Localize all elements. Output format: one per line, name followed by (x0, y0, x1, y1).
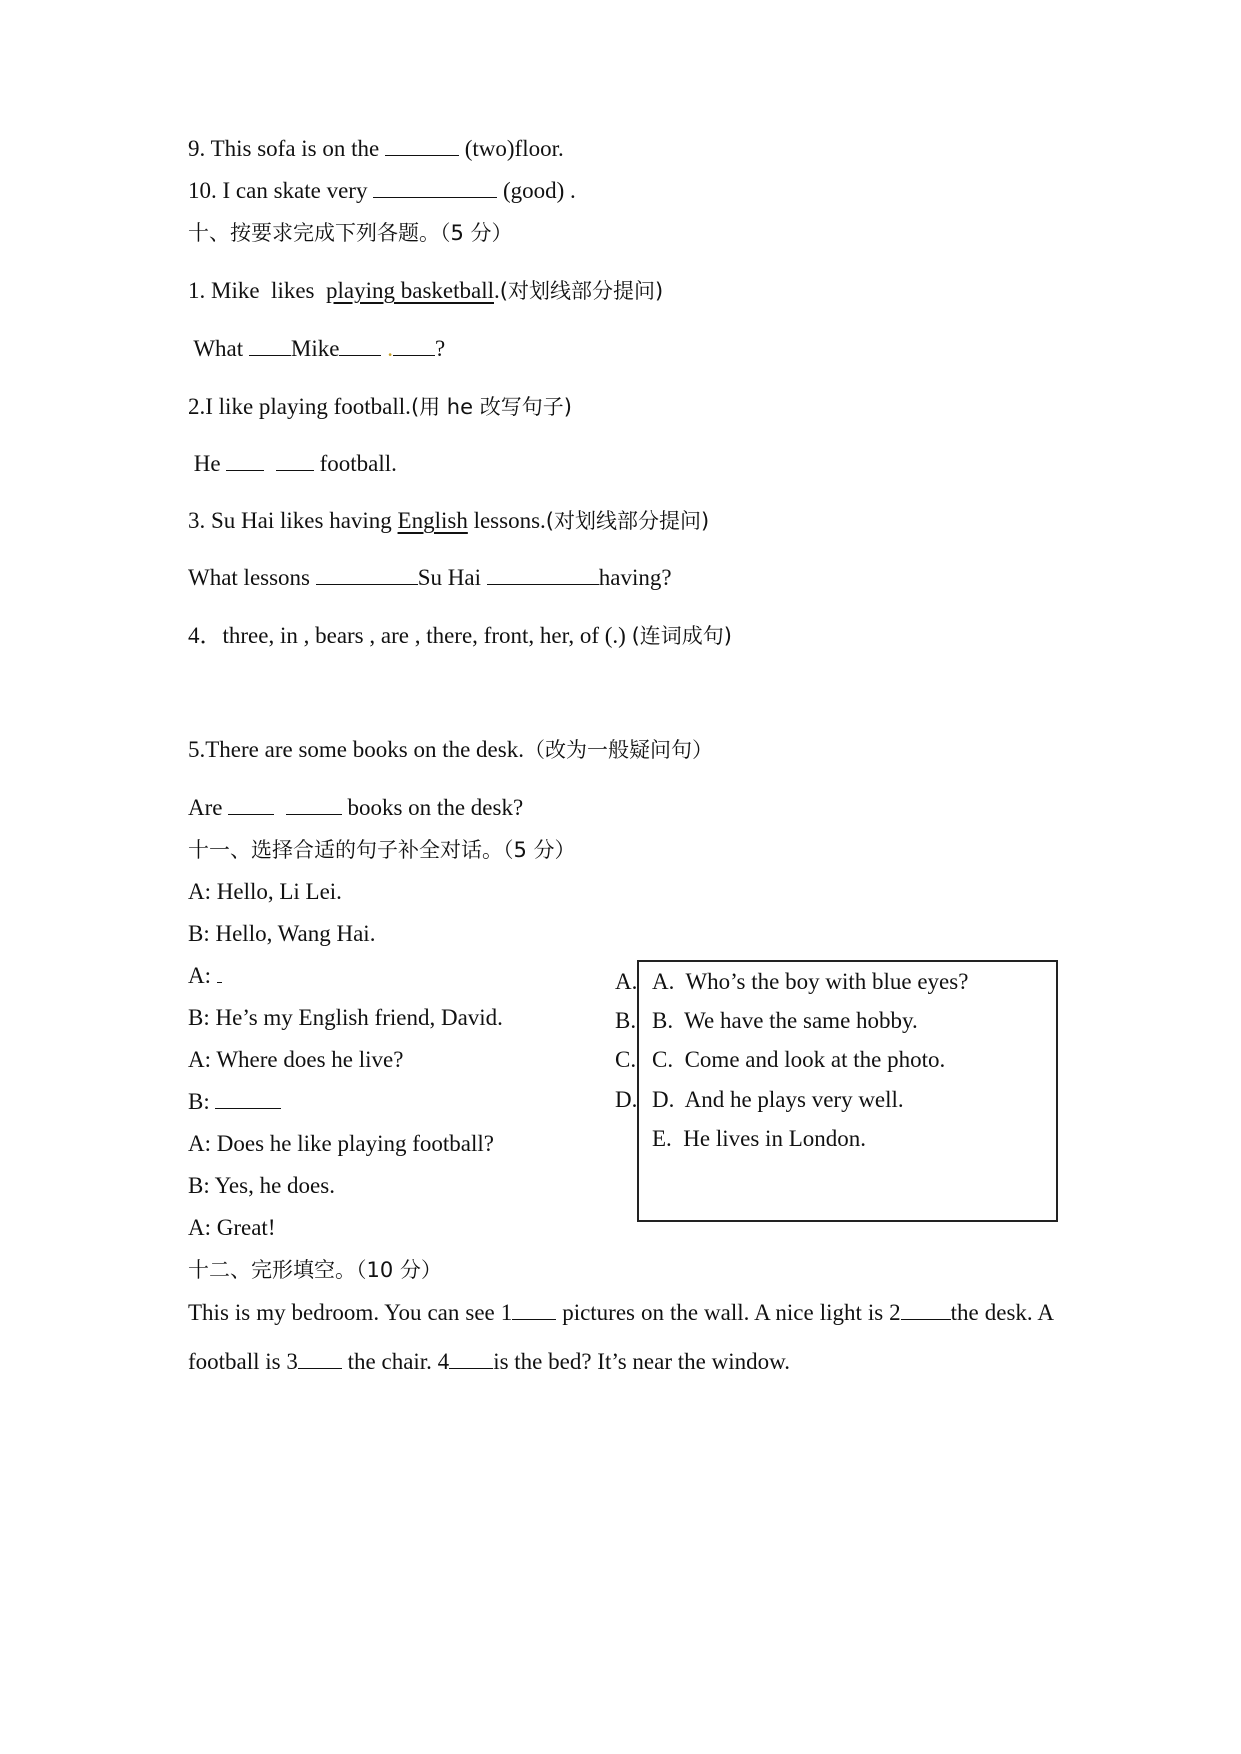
question-10: 10. I can skate very (good) . (188, 178, 576, 203)
s10-question-4: 4．three, in , bears , are , there, front, her, of (.) (连词成句) (188, 623, 732, 648)
option-letter: A. (615, 969, 638, 994)
cloze-passage: This is my bedroom. You can see 1 pictures on the wall. A nice light is 2 the desk. A football is 3 the chair. 4 is the bed? It’s near the window. (188, 1300, 1054, 1374)
option-item: D. And he plays very well. (652, 1087, 904, 1112)
blank-input[interactable] (385, 135, 459, 156)
s10-answer-5: Are books on the desk? (188, 795, 524, 820)
s10-answer-1: What Mike . ? (188, 336, 446, 361)
blank-input[interactable] (449, 1348, 493, 1369)
blank-input[interactable] (217, 966, 222, 983)
dialogue-line: B: He’s my English friend, David. (188, 1005, 503, 1030)
blank-input[interactable] (228, 794, 274, 815)
blank-input[interactable] (339, 335, 381, 356)
option-item: E. He lives in London. (652, 1126, 866, 1151)
dialogue-line: A: Great! (188, 1215, 276, 1240)
blank-input[interactable] (512, 1299, 556, 1320)
blank-input[interactable] (393, 335, 435, 356)
dialogue-line: B: Yes, he does. (188, 1173, 335, 1198)
blank-input[interactable] (373, 177, 497, 198)
stray-mark: . (387, 336, 393, 361)
dialogue-line: A: (188, 962, 222, 990)
section-10-title: 十、按要求完成下列各题。（5 分） (188, 221, 513, 245)
blank-input[interactable] (286, 794, 342, 815)
option-item: B. We have the same hobby. (652, 1008, 918, 1033)
blank-input[interactable] (215, 1088, 281, 1109)
blank-input[interactable] (901, 1299, 951, 1320)
dialogue-line: A: Hello, Li Lei. (188, 879, 342, 904)
option-item: A. Who’s the boy with blue eyes? (652, 969, 969, 994)
s10-question-3: 3. Su Hai likes having English lessons.(对划线部分提问) (188, 508, 710, 533)
dialogue-line: A: Does he like playing football? (188, 1131, 494, 1156)
section-11-title: 十一、选择合适的句子补全对话。（5 分） (188, 838, 576, 862)
blank-input[interactable] (298, 1348, 342, 1369)
dialogue-line: B: (188, 1088, 281, 1116)
s10-answer-2: He football. (188, 451, 397, 476)
s10-question-5: 5.There are some books on the desk.（改为一般疑问句） (188, 737, 713, 762)
s10-question-1: 1. Mike likes playing basketball.(对划线部分提问) (188, 278, 664, 303)
blank-input[interactable] (487, 564, 599, 585)
blank-input[interactable] (226, 450, 264, 471)
blank-input[interactable] (249, 335, 291, 356)
s10-question-2: 2.I like playing football.(用 he 改写句子) (188, 394, 572, 419)
option-letter: C. (615, 1047, 637, 1072)
section-12-title: 十二、完形填空。（10 分） (188, 1258, 442, 1282)
dialogue-line: B: Hello, Wang Hai. (188, 921, 376, 946)
blank-input[interactable] (316, 564, 418, 585)
dialogue-line: A: Where does he live? (188, 1047, 404, 1072)
blank-input[interactable] (276, 450, 314, 471)
option-letter: B. (615, 1008, 637, 1033)
option-letter: D. (615, 1087, 638, 1112)
option-item: C. Come and look at the photo. (652, 1047, 946, 1072)
s10-answer-3: What lessons Su Hai having? (188, 565, 672, 590)
question-9: 9. This sofa is on the (two)floor. (188, 136, 564, 161)
